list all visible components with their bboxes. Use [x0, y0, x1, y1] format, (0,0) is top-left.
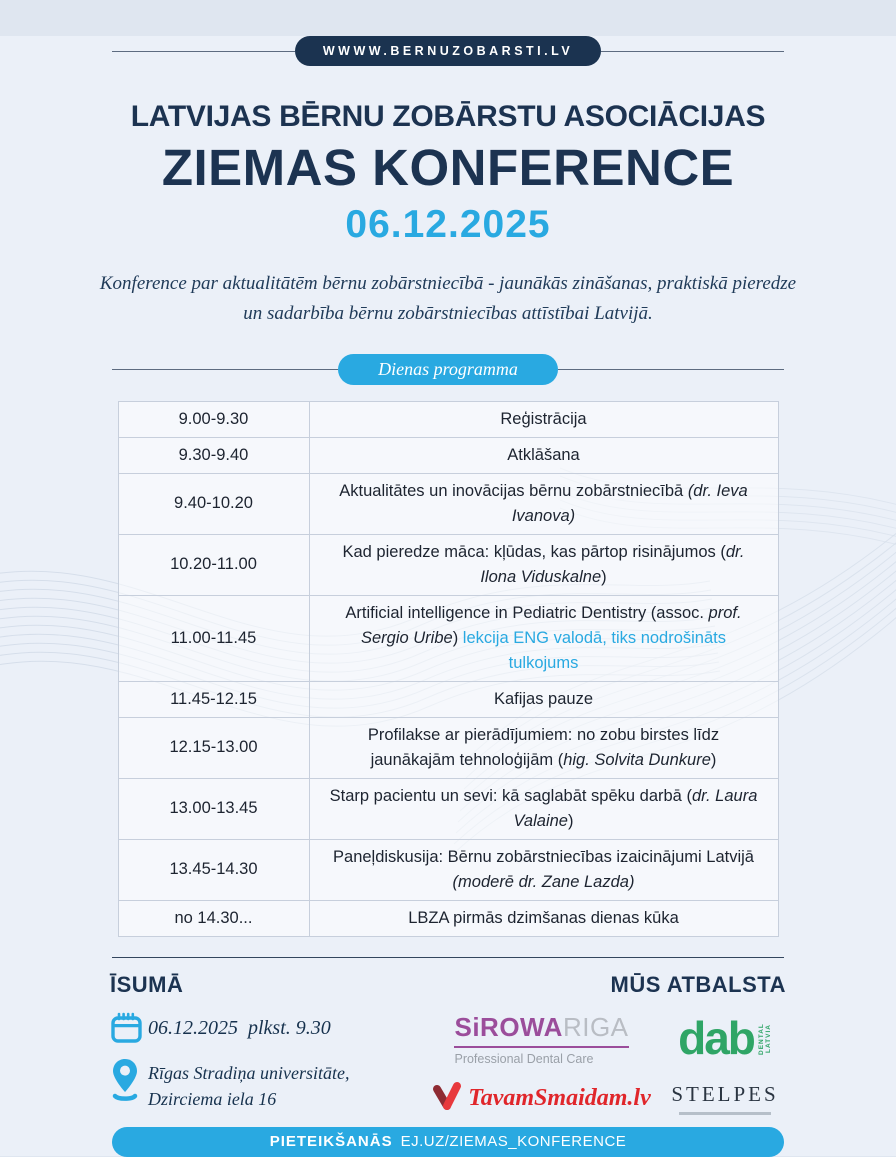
schedule-time: 9.00-9.30	[118, 401, 309, 437]
registration-bar[interactable]	[112, 1127, 784, 1157]
sirowa-tagline: Professional Dental Care	[454, 1051, 594, 1066]
top-header	[112, 36, 784, 66]
schedule-table-body	[118, 401, 778, 936]
sirowa-wordmark: SiROWARIGA	[454, 1011, 629, 1042]
bottom-divider	[112, 957, 784, 958]
sirowa-riga-logo	[454, 1012, 628, 1066]
description-line-2: un sadarbība bērnu zobārstniecības attīstībai Latvijā.	[243, 303, 653, 325]
conference-poster	[0, 36, 896, 1156]
program-pill	[338, 354, 558, 385]
summary-heading: ĪSUMĀ	[110, 971, 184, 997]
schedule-event: Kafijas pauze	[309, 681, 778, 717]
program-line-left	[112, 369, 338, 370]
schedule-event: Artificial intelligence in Pediatric Dentistry (assoc. prof. Sergio Uribe) lekcija ENG valodā, tiks nodrošināts tulkojums	[309, 595, 778, 681]
schedule-time: 13.00-13.45	[118, 778, 309, 839]
sponsor-logo-grid	[434, 1012, 786, 1115]
schedule-row	[118, 717, 778, 778]
schedule-event: Profilakse ar pierādījumiem: no zobu birstes līdz jaunākajām tehnoloģijām (hig. Solvita Dunkure)	[309, 717, 778, 778]
program-header	[112, 354, 784, 385]
conference-description	[78, 269, 818, 330]
schedule-row	[118, 595, 778, 681]
association-title: LATVIJAS BĒRNU ZOBĀRSTU ASOCIĀCIJAS	[130, 100, 766, 133]
calendar-icon	[110, 1012, 148, 1044]
header-line-left	[112, 51, 295, 52]
venue-line-1: Rīgas Stradiņa universitāte,	[148, 1062, 350, 1083]
schedule-time: 9.40-10.20	[118, 473, 309, 534]
conference-title: ZIEMAS KONFERENCE	[161, 139, 735, 196]
schedule-event: Starp pacientu un sevi: kā saglabāt spēku darbā (dr. Laura Valaine)	[309, 778, 778, 839]
heart-icon	[432, 1082, 462, 1115]
schedule-row	[118, 534, 778, 595]
stelpes-caption	[679, 1112, 771, 1115]
tavamsmaidam-logo: TavamSmaidam.lv	[432, 1082, 650, 1115]
schedule-row	[118, 839, 778, 900]
sponsors-heading: MŪS ATBALSTA	[610, 971, 786, 997]
summary-datetime: 06.12.2025 plkst. 9.30	[148, 1016, 331, 1039]
schedule-row	[118, 900, 778, 936]
website-url: WWWW.BERNUZOBARSTI.LV	[322, 44, 574, 58]
stelpes-logo: STELPES	[671, 1082, 778, 1115]
schedule-row	[118, 401, 778, 437]
schedule-row	[118, 437, 778, 473]
venue-line-2: Dzirciema iela 16	[148, 1088, 277, 1109]
schedule-time: 11.00-11.45	[118, 595, 309, 681]
registration-link[interactable]: EJ.UZ/ZIEMAS_KONFERENCE	[400, 1133, 627, 1151]
dab-vertical-text: DENTAL LATVIA	[757, 1022, 772, 1055]
program-pill-label: Dienas programma	[378, 358, 518, 379]
schedule-table	[118, 401, 779, 937]
schedule-time: 13.45-14.30	[118, 839, 309, 900]
conference-date: 06.12.2025	[345, 203, 551, 246]
website-pill[interactable]	[295, 36, 601, 66]
description-line-1: Konference par aktualitātēm bērnu zobārstniecībā - jaunākās zināšanas, praktiskā pieredze	[99, 273, 797, 294]
schedule-row	[118, 778, 778, 839]
schedule-event: Kad pieredze māca: kļūdas, kas pārtop risinājumos (dr. Ilona Viduskalne)	[309, 534, 778, 595]
summary-column	[110, 972, 410, 1115]
schedule-event: Atklāšana	[309, 437, 778, 473]
summary-datetime-row	[110, 1012, 410, 1044]
location-pin-icon	[110, 1058, 148, 1102]
schedule-time: 10.20-11.00	[118, 534, 309, 595]
sirowa-underline	[454, 1046, 628, 1048]
bottom-section	[110, 972, 786, 1115]
schedule-time: 9.30-9.40	[118, 437, 309, 473]
schedule-row	[118, 681, 778, 717]
schedule-event: LBZA pirmās dzimšanas dienas kūka	[309, 900, 778, 936]
schedule-time: no 14.30...	[118, 900, 309, 936]
schedule-row	[118, 473, 778, 534]
summary-venue	[148, 1060, 350, 1112]
summary-venue-row	[110, 1058, 410, 1112]
schedule-time: 12.15-13.00	[118, 717, 309, 778]
registration-label: PIETEIKŠANĀS	[269, 1133, 393, 1151]
schedule-event: Reģistrācija	[309, 401, 778, 437]
program-line-right	[558, 369, 784, 370]
schedule-event: Paneļdiskusija: Bērnu zobārstniecības izaicinājumi Latvijā (moderē dr. Zane Lazda)	[309, 839, 778, 900]
schedule-event: Aktualitātes un inovācijas bērnu zobārstniecībā (dr. Ieva Ivanova)	[309, 473, 778, 534]
header-line-right	[601, 51, 784, 52]
dab-dental-latvia-logo: dab DENTAL LATVIA	[678, 1012, 772, 1065]
sponsors-column	[434, 972, 786, 1115]
schedule-time: 11.45-12.15	[118, 681, 309, 717]
